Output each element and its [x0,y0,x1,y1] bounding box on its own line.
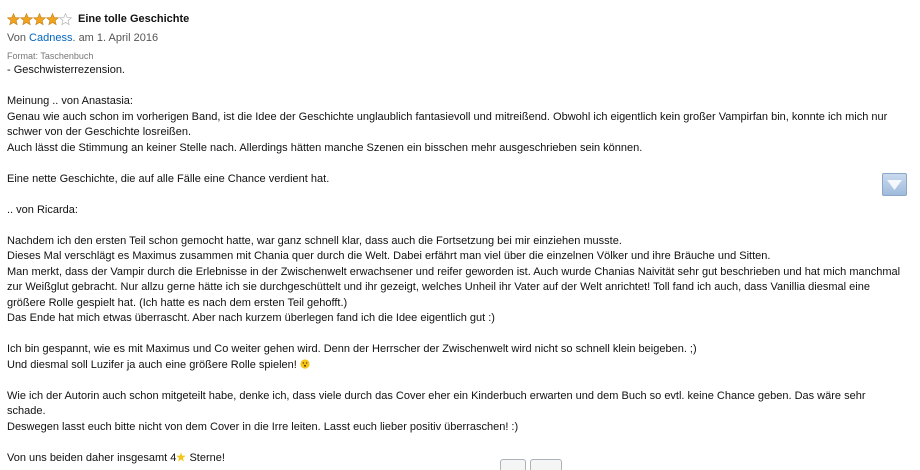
byline-prefix: Von [7,32,26,44]
review [7,10,907,466]
review-title[interactable]: Eine tolle Geschichte [78,13,190,25]
review-header [7,10,907,28]
review-text-line: Wie ich der Autorin auch schon mitgeteilt habe, denke ich, dass viele durch das Cover eher ein Kinderbuch erwarten und dem Buch so evtl. keine Chance geben. Das wäre sehr schade. [7,389,866,417]
review-text-line: Von uns beiden daher insgesamt 4 Sterne! [7,451,225,464]
star-icon [46,13,59,26]
star-empty-icon [59,13,72,26]
format-label[interactable]: Format: Taschenbuch [7,51,94,61]
review-text-line: Auch lässt die Stimmung an keiner Stelle nach. Allerdings hätten manche Szenen ein bisschen mehr ausgeschrieben sein können. [7,141,643,154]
review-text-line: Genau wie auch schon im vorherigen Band, ist die Idee der Geschichte unglaublich fantasievoll und mitreißend. Obwohl ich eigentlich kein großer Vampirfan bin, konnte ich mich nur schwer von der Geschichte losreißen. [7,110,888,138]
review-text-line: Meinung .. von Anastasia: [7,95,133,107]
review-byline [7,31,907,45]
review-text-line: Man merkt, dass der Vampir durch die Erlebnisse in der Zwischenwelt erwachsener und reifer geworden ist. Auch wurde Chanias Naivität sehr gut beschrieben und hat mich manchmal zur Weißglut gebracht. Nur allzu gerne hätte ich sie durchgeschüttelt und ihr gezeigt, welches Unheil ihr Vater auf der Welt anrichtet! Toll fand ich auch, dass Vanillia diesmal eine größere Rolle gespielt hat. (Ich hatte es nach dem ersten Teil gehofft.) [7,265,901,309]
review-text-line: Ich bin gespannt, wie es mit Maximus und Co weiter gehen wird. Denn der Herrscher der Zwischenwelt wird nicht so schnell klein beigeben. ;) [7,343,697,355]
review-text-line: Dieses Mal verschlägt es Maximus zusammen mit Chania quer durch die Welt. Dabei erfährt man viel über die einzelnen Völker und ihre Bräuche und Sitten. [7,250,771,262]
review-text-line: Das Ende hat mich etwas überrascht. Aber nach kurzem überlegen fand ich die Idee eigentlich gut :) [7,312,495,324]
surprised-face-icon [300,359,310,369]
star-icon [7,13,20,26]
review-text-line: Deswegen lasst euch bitte nicht von dem Cover in die Irre leiten. Lasst euch lieber positiv überraschen! :) [7,420,519,433]
star-icon [20,13,33,26]
star-icon [33,13,46,26]
review-text-line: Eine nette Geschichte, die auf alle Fälle eine Chance verdient hat. [7,172,330,185]
review-text-line: .. von Ricarda: [7,203,78,216]
author-link[interactable]: Cadness [29,32,73,44]
star-rating[interactable] [7,13,72,26]
review-date: . am 1. April 2016 [72,32,159,44]
star-sun-icon [176,452,186,462]
review-body [7,63,907,466]
review-text-line: - Geschwisterrezension. [7,64,125,76]
review-text-line: Und diesmal soll Luzifer ja auch eine größere Rolle spielen! [7,358,907,374]
expand-image-icon [886,177,903,192]
review-text-line: Nachdem ich den ersten Teil schon gemocht hatte, war ganz schnell klar, dass auch die Fortsetzung bei mir einziehen musste. [7,234,622,247]
expand-image-button[interactable] [882,173,907,196]
